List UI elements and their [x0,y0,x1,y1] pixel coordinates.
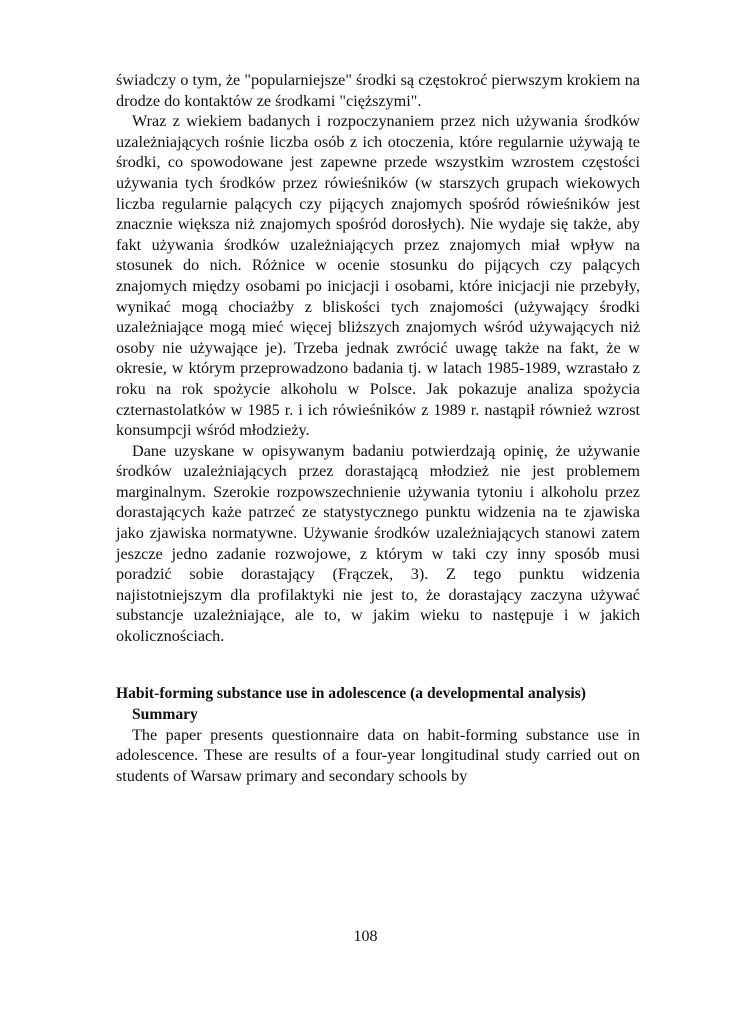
summary-heading: Habit-forming substance use in adolescence (a developmental analysis) [116,684,586,702]
page-content [116,70,640,786]
body-paragraph-2: Wraz z wiekiem badanych i rozpoczynaniem przez nich używania środków uzależniających rośnie liczba osób z ich otoczenia, które regularnie używają te środki, co spowodowane jest zapewne przede wszystkim wzrostem częstości używania tych środków przez rówieśników (w starszych grupach wiekowych liczba regularnie palących czy pijących znajomych spośród rówieśników jest znacznie większa niż znajomych spośród dorosłych). Nie wydaje się także, aby fakt używania środków uzależniających przez znajomych miał wpływ na stosunek do nich. Różnice w ocenie stosunku do pijących czy palących znajomych między osobami po inicjacji i osobami, które inicjacji nie przebyły, wynikać mogą chociażby z bliskości tych znajomości (używający środki uzależniające mogą mieć więcej bliższych znajomych wśród używających niż osoby nie używające je). Trzeba jednak zwrócić uwagę także na fakt, że w okresie, w którym przeprowadzono badania tj. w latach 1985-1989, wzrastało z roku na rok spożycie alkoholu w Polsce. Jak pokazuje analiza spożycia czternastolatków w 1985 r. i ich rówieśników z 1989 r. nastąpił również wzrost konsumpcji wśród młodzieży. [116,112,640,440]
summary-subheading: Summary [132,705,198,723]
english-summary [116,683,640,787]
body-paragraph-1: świadczy o tym, że "popularniejsze" środki są częstokroć pierwszym krokiem na drodze do kontaktów ze środkami "cięższymi". [116,71,640,110]
page-number: 108 [353,928,378,945]
summary-paragraph: The paper presents questionnaire data on habit-forming substance use in adolescence. These are results of a four-year longitudinal study carried out on students of Warsaw primary and secondary schools by [116,725,640,785]
body-paragraph-3: Dane uzyskane w opisywanym badaniu potwierdzają opinię, że używanie środków uzależniających przez dorastającą młodzież nie jest problemem marginalnym. Szerokie rozpowszechnienie używania tytoniu i alkoholu przez dorastających każe patrzeć ze statystycznego punktu widzenia na te zjawiska jako zjawiska normatywne. Używanie środków uzależniających stanowi zatem jeszcze jedno zadanie rozwojowe, z którym w taki czy inny sposób musi poradzić sobie dorastający (Frączek, 3). Z tego punktu widzenia najistotniejszym dla profilaktyki nie jest to, że dorastający zaczyna używać substancje uzależniające, ale to, w jakim wieku to następuje i w jakich okolicznościach. [116,441,640,646]
